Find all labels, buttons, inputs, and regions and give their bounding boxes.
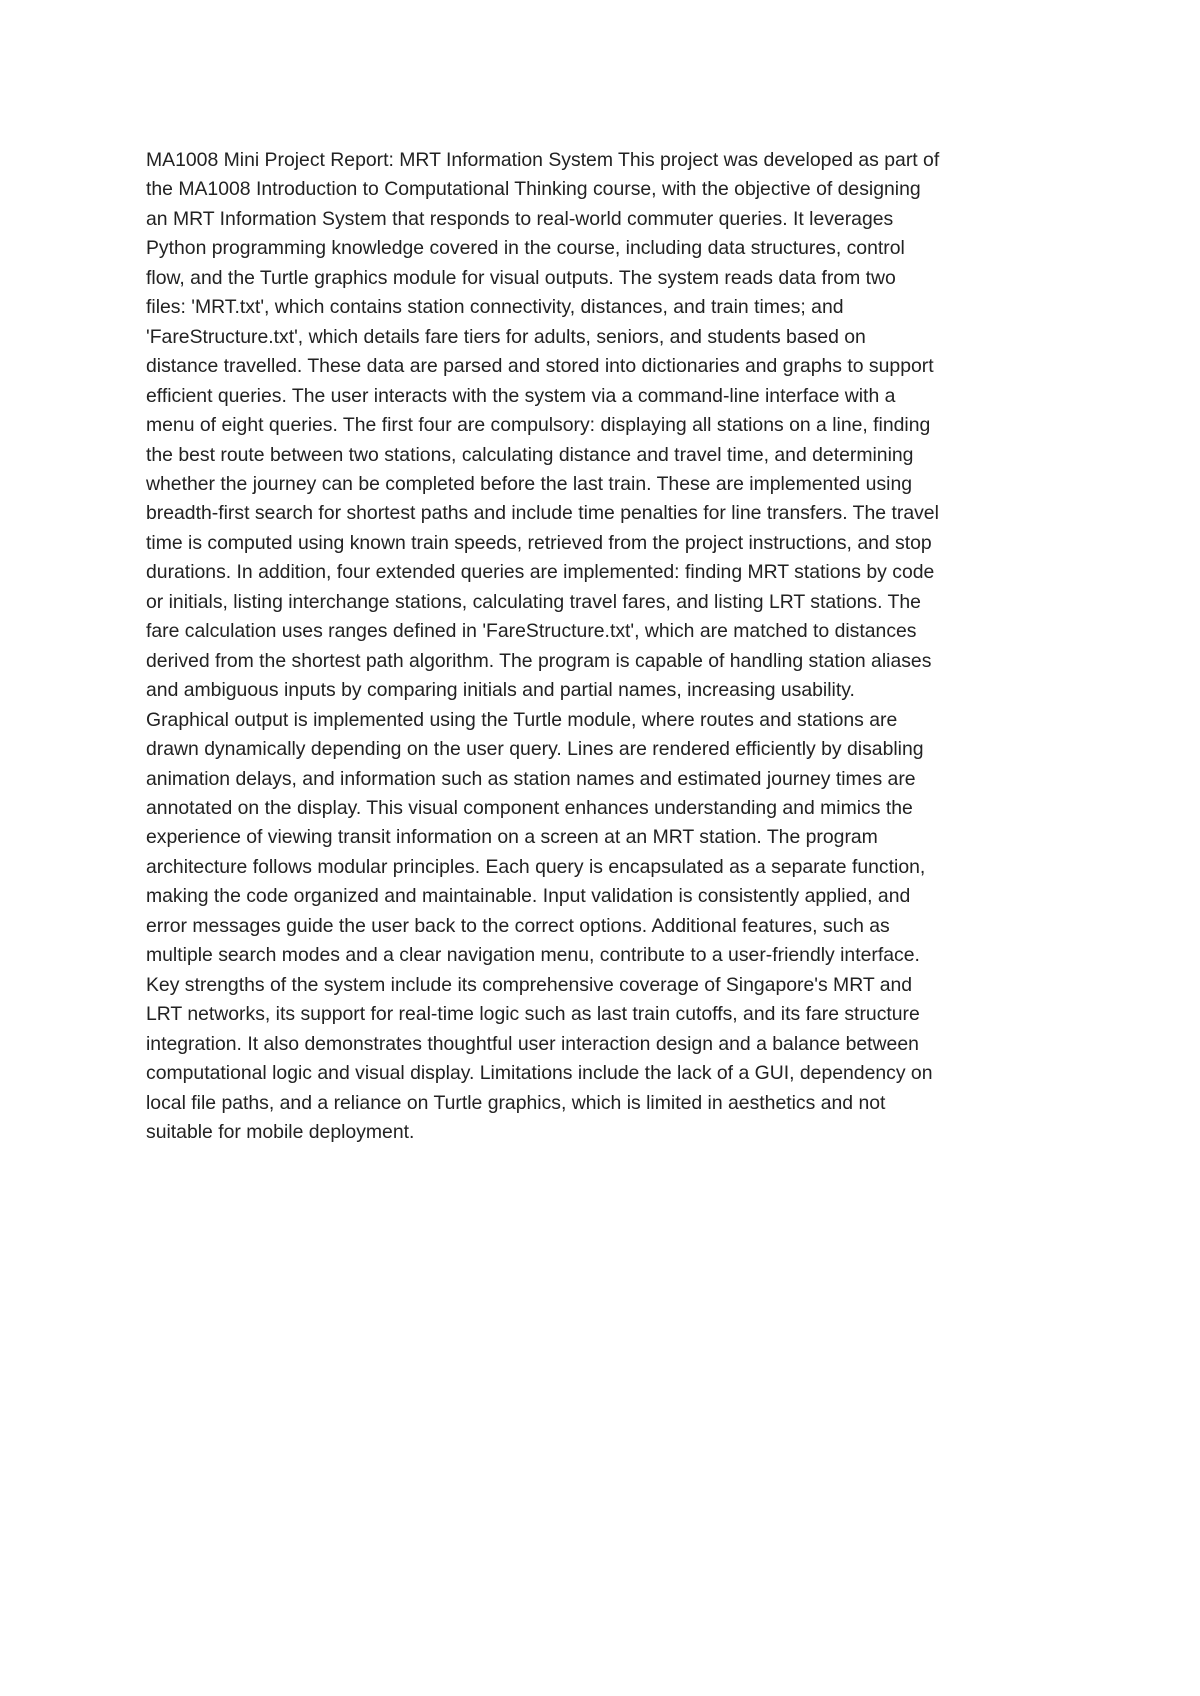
report-body-paragraph: MA1008 Mini Project Report: MRT Information System This project was developed as part of the MA1008 Introduction to Computational Thinking course, with the objective of designing an MRT Information System that responds to real-world commuter queries. It leverages Python programming knowledge covered in the course, including data structures, control flow, and the Turtle graphics module for visual outputs. The system reads data from two files: 'MRT.txt', which contains station connectivity, distances, and train times; and 'FareStructure.txt', which details fare tiers for adults, seniors, and students based on distance travelled. These data are parsed and stored into dictionaries and graphs to support efficient queries. The user interacts with the system via a command-line interface with a menu of eight queries. The first four are compulsory: displaying all stations on a line, finding the best route between two stations, calculating distance and travel time, and determining whether the journey can be completed before the last train. These are implemented using breadth-first search for shortest paths and include time penalties for line transfers. The travel time is computed using known train speeds, retrieved from the project instructions, and stop durations. In addition, four extended queries are implemented: finding MRT stations by code or initials, listing interchange stations, calculating travel fares, and listing LRT stations. The fare calculation uses ranges defined in 'FareStructure.txt', which are matched to distances derived from the shortest path algorithm. The program is capable of handling station aliases and ambiguous inputs by comparing initials and partial names, increasing usability. Graphical output is implemented using the Turtle module, where routes and stations are drawn dynamically depending on the user query. Lines are rendered efficiently by disabling animation delays, and information such as station names and estimated journey times are annotated on the display. This visual component enhances understanding and mimics the experience of viewing transit information on a screen at an MRT station. The program architecture follows modular principles. Each query is encapsulated as a separate function, making the code organized and maintainable. Input validation is consistently applied, and error messages guide the user back to the correct options. Additional features, such as multiple search modes and a clear navigation menu, contribute to a user-friendly interface. Key strengths of the system include its comprehensive coverage of Singapore's MRT and LRT networks, its support for real-time logic such as last train cutoffs, and its fare structure integration. It also demonstrates thoughtful user interaction design and a balance between computational logic and visual display. Limitations include the lack of a GUI, dependency on local file paths, and a reliance on Turtle graphics, which is limited in aesthetics and not suitable for mobile deployment. xyxy=(146,149,940,1143)
